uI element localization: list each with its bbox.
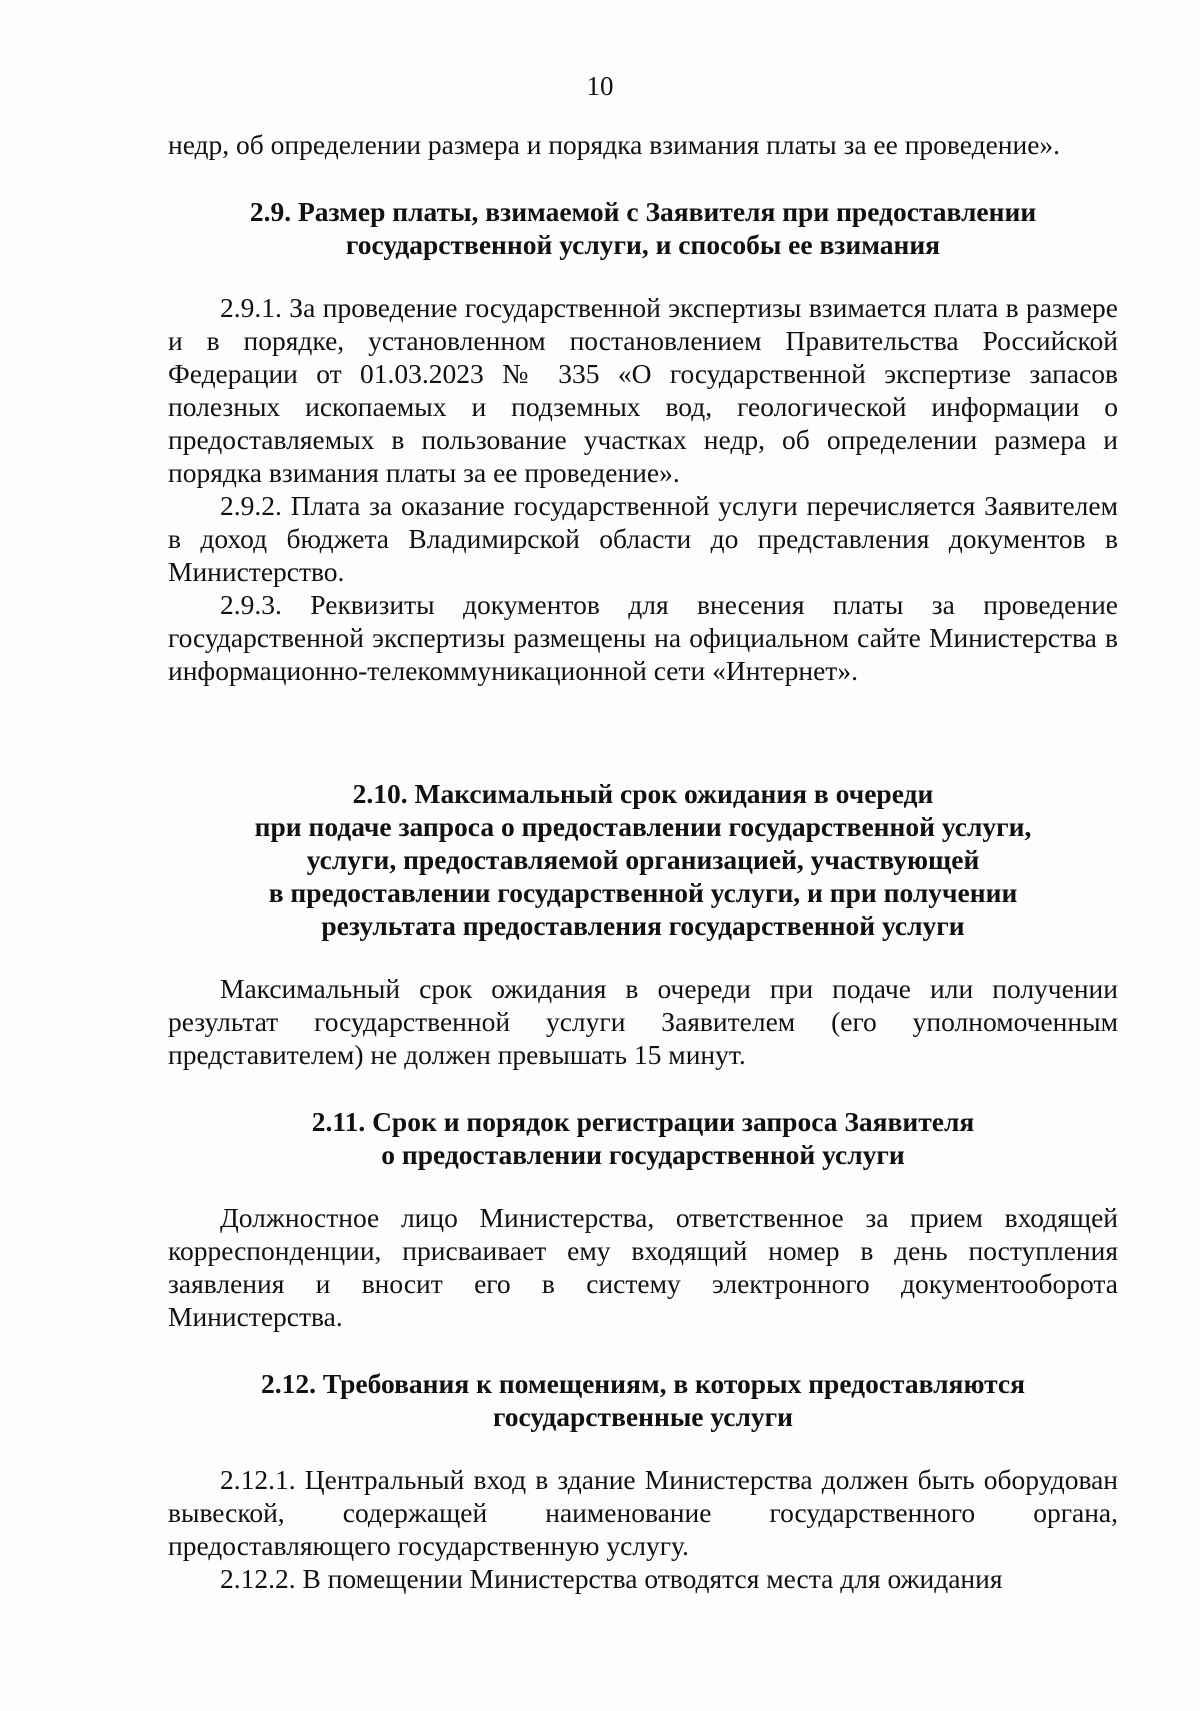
section-2-10-heading [168, 777, 1118, 942]
paragraph-2-10: Максимальный срок ожидания в очереди при подаче или получении результат государственной услуги Заявителем (его уполномоченным представителем) не должен превышать 15 минут. [168, 973, 1118, 1070]
paragraph-2-11: Должностное лицо Министерства, ответственное за прием входящей корреспонденции, присваивает ему входящий номер в день поступления заявления и вносит его в систему электронного документооборота Министерства. [168, 1202, 1118, 1332]
paragraph-2-9-1: 2.9.1. За проведение государственной экспертизы взимается плата в размере и в порядке, установленном постановлением Правительства Российской Федерации от 01.03.2023 № 335 «О государственной экспертизе запасов полезных ископаемых и подземных вод, геологической информации о предоставляемых в пользование участках недр, об определении размера и порядка взимания платы за ее проведение». [168, 292, 1118, 488]
section-2-12-heading [168, 1367, 1118, 1433]
section-2-11-heading [168, 1105, 1118, 1171]
page-content [168, 128, 1118, 1595]
heading-line: государственные услуги [492, 1401, 793, 1432]
paragraph-2-12-1: 2.12.1. Центральный вход в здание Министерства должен быть оборудован вывеской, содержащей наименование государственного органа, предоставляющего государственную услугу. [168, 1464, 1118, 1561]
paragraph-2-9-2: 2.9.2. Плата за оказание государственной услуги перечисляется Заявителем в доход бюджета Владимирской области до представления документов в Министерство. [168, 490, 1118, 587]
heading-line: при подаче запроса о предоставлении государственной услуги, [254, 811, 1032, 842]
heading-line: результата предоставления государственной услуги [321, 910, 965, 941]
heading-line: 2.12. Требования к помещениям, в которых предоставляются [260, 1368, 1026, 1399]
paragraph-2-9-3: 2.9.3. Реквизиты документов для внесения платы за проведение государственной экспертизы размещены на официальном сайте Министерства в информационно-телекоммуникационной сети «Интернет». [168, 589, 1118, 686]
carry-over-paragraph: недр, об определении размера и порядка взимания платы за ее проведение». [168, 129, 1061, 160]
heading-line: 2.9. Размер платы, взимаемой с Заявителя при предоставлении [249, 196, 1037, 227]
heading-line: услуги, предоставляемой организацией, участвующей [306, 844, 980, 875]
section-2-9-heading [168, 195, 1118, 261]
heading-line: государственной услуги, и способы ее взимания [345, 229, 941, 260]
paragraph-2-12-2: 2.12.2. В помещении Министерства отводятся места для ожидания [220, 1563, 1003, 1594]
page-number: 10 [586, 71, 614, 101]
heading-line: о предоставлении государственной услуги [381, 1139, 905, 1170]
heading-line: 2.10. Максимальный срок ожидания в очереди [352, 778, 934, 809]
heading-line: 2.11. Срок и порядок регистрации запроса Заявителя [311, 1106, 975, 1137]
heading-line: в предоставлении государственной услуги, и при получении [268, 877, 1018, 908]
